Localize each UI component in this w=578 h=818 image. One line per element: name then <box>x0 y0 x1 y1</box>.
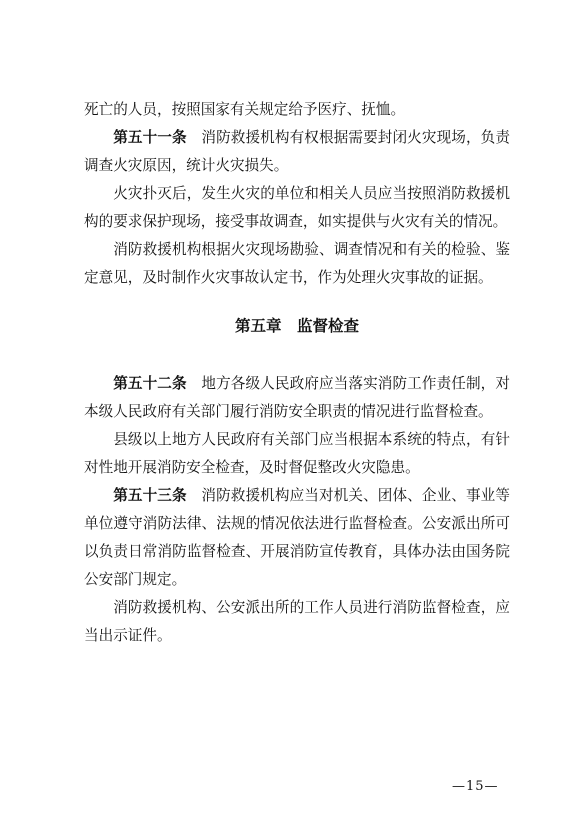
paragraph-text: 火灾扑灭后，发生火灾的单位和相关人员应当按照消防救援机构的要求保护现场，接受事故调查，如实提供与火灾有关的情况。 <box>84 185 510 230</box>
document-body <box>84 96 510 650</box>
paragraph-text: 消防救援机构有权根据需要封闭火灾现场，负责调查火灾原因，统计火灾损失。 <box>84 129 510 174</box>
article-number: 第五十一条 <box>113 129 187 146</box>
paragraph-text: 死亡的人员，按照国家有关规定给予医疗、抚恤。 <box>84 101 406 118</box>
paragraph-department-inspection <box>84 426 510 482</box>
paragraph-text: 县级以上地方人民政府有关部门应当根据本系统的特点，有针对性地开展消防安全检查，及时督促整改火灾隐患。 <box>84 431 510 476</box>
paragraph-fire-accident-report <box>84 236 510 292</box>
article-number: 第五十二条 <box>113 375 187 392</box>
paragraph-text: 消防救援机构根据火灾现场勘验、调查情况和有关的检验、鉴定意见，及时制作火灾事故认定书，作为处理火灾事故的证据。 <box>84 241 510 286</box>
article-51 <box>84 124 510 180</box>
article-53 <box>84 482 510 594</box>
paragraph-text: 消防救援机构、公安派出所的工作人员进行消防监督检查，应当出示证件。 <box>84 599 510 644</box>
paragraph-fire-scene-protection <box>84 180 510 236</box>
article-52 <box>84 370 510 426</box>
paragraph-continuation <box>84 96 510 124</box>
paragraph-show-credentials <box>84 594 510 650</box>
paragraph-text: 消防救援机构应当对机关、团体、企业、事业等单位遵守消防法律、法规的情况依法进行监督检查。公安派出所可以负责日常消防监督检查、开展消防宣传教育，具体办法由国务院公安部门规定。 <box>84 487 510 588</box>
page-number: —15— <box>452 779 499 794</box>
article-number: 第五十三条 <box>113 487 187 504</box>
chapter-heading: 第五章 监督检查 <box>234 317 359 335</box>
paragraph-text: 地方各级人民政府应当落实消防工作责任制，对本级人民政府有关部门履行消防安全职责的情况进行监督检查。 <box>84 375 510 420</box>
